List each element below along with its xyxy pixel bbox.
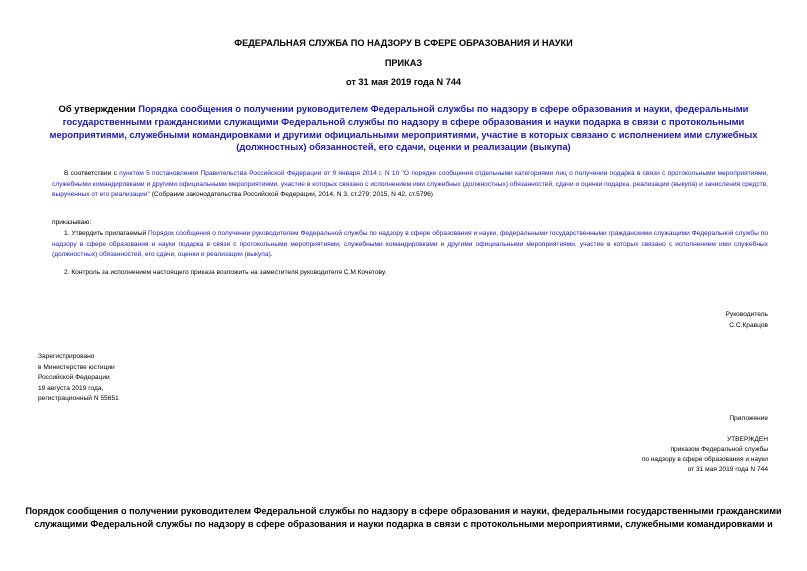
doc-title-link[interactable]: Порядка сообщения о получении руководителем Федеральной службы по надзору в сфере образования и науки, федеральными государственными гражданскими служащими Федеральной службы по надзору в сфере образования и науки подарка в связи с протокольными мероприятиями, служебными командировками и другими официальными мероприятиями, участие в которых связано с исполнением ими служебных (должностных) обязанностей, его сдачи, оценки и реализации (выкупа) <box>49 103 758 153</box>
registration-line-5: регистрационный N 55651 <box>38 395 119 402</box>
doc-title-prefix: Об утверждении <box>58 103 139 114</box>
procedure-title: Порядок сообщения о получении руководителем Федеральной службы по надзору в сфере образования и науки, федеральными государственными гражданскими служащими Федеральной службы по надзору в сфере образования и науки подарка в связи с протокольными мероприятиями, служебными командировками и <box>25 506 782 529</box>
agency-name: ФЕДЕРАЛЬНАЯ СЛУЖБА ПО НАДЗОРУ В СФЕРЕ ОБРАЗОВАНИЯ И НАУКИ <box>234 38 573 48</box>
appendix-label: Приложение <box>729 415 768 422</box>
appendix-line-3: от 31 мая 2019 года N 744 <box>687 466 768 473</box>
registration-line-4: 19 августа 2019 года, <box>38 385 104 392</box>
item-1 <box>52 229 768 261</box>
order-word: приказываю: <box>52 219 92 226</box>
doc-type: ПРИКАЗ <box>384 58 423 68</box>
preamble <box>52 169 768 201</box>
item-2: 2. Контроль за исполнением настоящего приказа возложить на заместителя руководителя С.М.Кочетову. <box>64 269 387 276</box>
registration-line-2: в Министерстве юстиции <box>38 364 115 371</box>
appendix-approved: УТВЕРЖДЕН <box>726 436 768 443</box>
appendix-line-1: приказом Федеральной службы <box>670 446 768 453</box>
registration-line-1: Зарегистрировано <box>38 353 95 360</box>
preamble-suffix: (Собрание законодательства Российской Федерации, 2014, N 3, ст.279; 2015, N 42, ст.5796) <box>149 191 433 199</box>
preamble-link[interactable]: пунктом 5 постановления Правительства Российской Федерации от 9 января 2014 г. N 10 "О порядке сообщения отдельными категориями лиц о получении подарка в связи с протокольными мероприятиями, служебными командировками и другими официальными мероприятиями, участие в которых связано с исполнением ими служебных (должностных) обязанностей, сдачи и оценки подарка, реализации (выкупа) и зачисления средств, вырученных от его реализации" <box>52 170 769 199</box>
appendix-line-2: по надзору в сфере образования и науки <box>641 456 768 463</box>
doc-date-number: от 31 мая 2019 года N 744 <box>345 77 462 87</box>
signature-position: Руководитель <box>725 311 768 318</box>
doc-title <box>30 103 777 154</box>
item-1-prefix: 1. Утвердить прилагаемый <box>64 230 149 237</box>
item-1-suffix: . <box>270 251 273 259</box>
item-1-link[interactable]: Порядок сообщения о получении руководителем Федеральной службы по надзору в сфере образования и науки, федеральными государственными гражданскими служащими Федеральной службы по надзору в сфере образования и науки подарка в связи с протокольными мероприятиями, служебными командировками и другими официальными мероприятиями, участие в которых связано с исполнением ими служебных (должностных) обязанностей, его сдачи, оценки и реализации (выкупа) <box>52 230 768 259</box>
registration-line-3: Российской Федерации <box>38 374 110 381</box>
signature-name: С.С.Кравцов <box>729 322 768 329</box>
preamble-prefix: В соответствии с <box>64 170 120 177</box>
